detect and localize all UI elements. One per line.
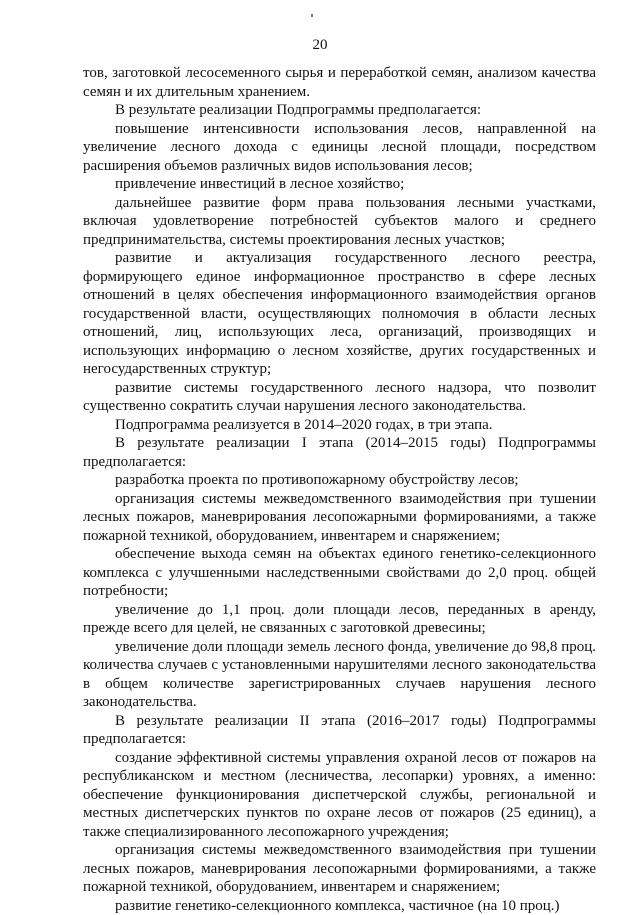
- list-item: развитие системы государственного лесного надзора, что позволит существенно сократить случаи нарушения лесного законодательства.: [83, 379, 596, 416]
- paragraph: Подпрограмма реализуется в 2014–2020 годах, в три этапа.: [83, 416, 596, 435]
- list-item: развитие и актуализация государственного лесного реестра, формирующего единое информационное пространство в сфере лесных отношений в целях обеспечения информационного взаимодействия органов государственной власти, осуществляющих полномочия в области лесных отношений, лиц, использующих леса, организаций, производящих и использующих информацию о лесном хозяйстве, других государственных и негосударственных структур;: [83, 249, 596, 379]
- list-item: повышение интенсивности использования лесов, направленной на увеличение лесного дохода с единицы лесной площади, посредством расширения объемов различных видов использования лесов;: [83, 120, 596, 176]
- list-item: развитие генетико-селекционного комплекса, частичное (на 10 проц.): [83, 897, 596, 915]
- paragraph-continuation: тов, заготовкой лесосеменного сырья и переработкой семян, анализом качества семян и их длительным хранением.: [83, 64, 596, 101]
- list-item: организация системы межведомственного взаимодействия при тушении лесных пожаров, маневрирования лесопожарными формированиями, а также пожарной техникой, оборудованием, инвентарем и снаряжением;: [83, 490, 596, 546]
- scan-speck: [311, 14, 313, 17]
- list-item: обеспечение выхода семян на объектах единого генетико-селекционного комплекса с улучшенными наследственными свойствами до 2,0 проц. общей потребности;: [83, 545, 596, 601]
- page-number: 20: [0, 36, 640, 54]
- list-item: разработка проекта по противопожарному обустройству лесов;: [83, 471, 596, 490]
- list-item: увеличение доли площади земель лесного фонда, увеличение до 98,8 проц. количества случаев с установленными нарушителями лесного законодательства в общем количестве зарегистрированных случаев нарушения лесного законодательства.: [83, 638, 596, 712]
- paragraph-stage-2-intro: В результате реализации II этапа (2016–2017 годы) Подпрограммы предполагается:: [83, 712, 596, 749]
- list-item: создание эффективной системы управления охраной лесов от пожаров на республиканском и местном (лесничества, лесопарки) уровнях, а именно: обеспечение функционирования диспетчерской службы, региональной и местных диспетчерских пунктов по охране лесов от пожаров (25 единиц), а также специализированного лесопожарного учреждения;: [83, 749, 596, 842]
- list-item: организация системы межведомственного взаимодействия при тушении лесных пожаров, маневрирования лесопожарными формированиями, а также пожарной техникой, оборудованием, инвентарем и снаряжением;: [83, 841, 596, 897]
- document-body: [83, 64, 596, 915]
- list-item: привлечение инвестиций в лесное хозяйство;: [83, 175, 596, 194]
- list-item: дальнейшее развитие форм права пользования лесными участками, включая удовлетворение потребностей субъектов малого и среднего предпринимательства, системы проектирования лесных участков;: [83, 194, 596, 250]
- paragraph-intro: В результате реализации Подпрограммы предполагается:: [83, 101, 596, 120]
- paragraph-stage-1-intro: В результате реализации I этапа (2014–2015 годы) Подпрограммы предполагается:: [83, 434, 596, 471]
- list-item: увеличение до 1,1 проц. доли площади лесов, переданных в аренду, прежде всего для целей, не связанных с заготовкой древесины;: [83, 601, 596, 638]
